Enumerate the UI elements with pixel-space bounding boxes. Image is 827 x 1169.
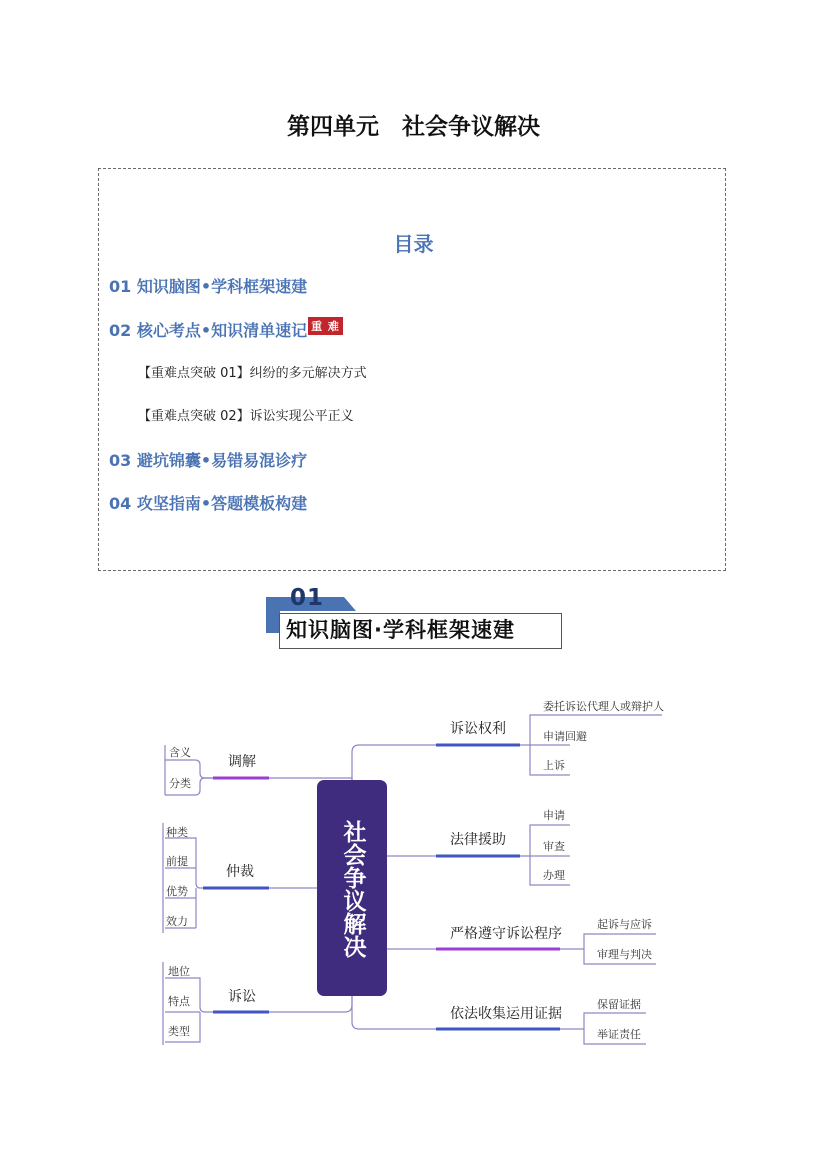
toc-subitem-01[interactable]: 【重难点突破 01】纠纷的多元解决方式 [138, 366, 367, 381]
leaf: 办理 [543, 869, 565, 882]
branch-mediation: 调解 [228, 754, 256, 770]
leaf: 起诉与应诉 [597, 918, 652, 931]
leaf: 含义 [169, 746, 191, 759]
leaf: 地位 [168, 965, 190, 978]
leaf: 保留证据 [597, 998, 641, 1011]
toc-title: 目录 [393, 232, 434, 256]
toc-item-label: 04 攻坚指南•答题模板构建 [109, 494, 308, 513]
leaf: 委托诉讼代理人或辩护人 [543, 700, 664, 713]
branch-evidence: 依法收集运用证据 [450, 1006, 562, 1022]
leaf: 上诉 [543, 759, 565, 772]
leaf: 举证责任 [597, 1028, 641, 1041]
leaf: 类型 [168, 1025, 190, 1038]
leaf: 前提 [166, 855, 188, 868]
key-difficulty-badge: 重 难 [308, 317, 343, 335]
section-number: 01 [290, 585, 325, 611]
leaf: 特点 [168, 995, 190, 1008]
leaf: 优势 [166, 885, 188, 898]
branch-litigation-procedure: 严格遵守诉讼程序 [450, 926, 562, 942]
section-label: 知识脑图·学科框架速建 [279, 613, 562, 649]
leaf: 效力 [166, 915, 188, 928]
toc-item-04[interactable] [109, 491, 307, 514]
leaf: 审查 [543, 840, 565, 853]
branch-litigation: 诉讼 [228, 989, 256, 1005]
toc-item-03[interactable] [109, 448, 307, 471]
toc-item-01[interactable] [109, 274, 307, 297]
mindmap-center-label: 社会争议解决 [339, 820, 366, 958]
leaf: 分类 [169, 777, 191, 790]
toc-item-label: 02 核心考点•知识清单速记 [109, 321, 308, 340]
toc-subitem-02[interactable]: 【重难点突破 02】诉讼实现公平正义 [138, 409, 354, 424]
branch-arbitration: 仲裁 [226, 864, 254, 880]
toc-item-02[interactable] [109, 317, 343, 341]
leaf: 种类 [166, 826, 188, 839]
leaf: 审理与判决 [597, 948, 652, 961]
branch-litigation-rights: 诉讼权利 [450, 721, 506, 737]
leaf: 申请 [543, 809, 565, 822]
leaf: 申请回避 [543, 730, 587, 743]
toc-item-label: 01 知识脑图•学科框架速建 [109, 277, 308, 296]
document-title: 第四单元 社会争议解决 [287, 114, 540, 140]
toc-item-label: 03 避坑锦囊•易错易混诊疗 [109, 451, 308, 470]
branch-legal-aid: 法律援助 [450, 832, 506, 848]
mindmap-center-node [317, 780, 387, 996]
